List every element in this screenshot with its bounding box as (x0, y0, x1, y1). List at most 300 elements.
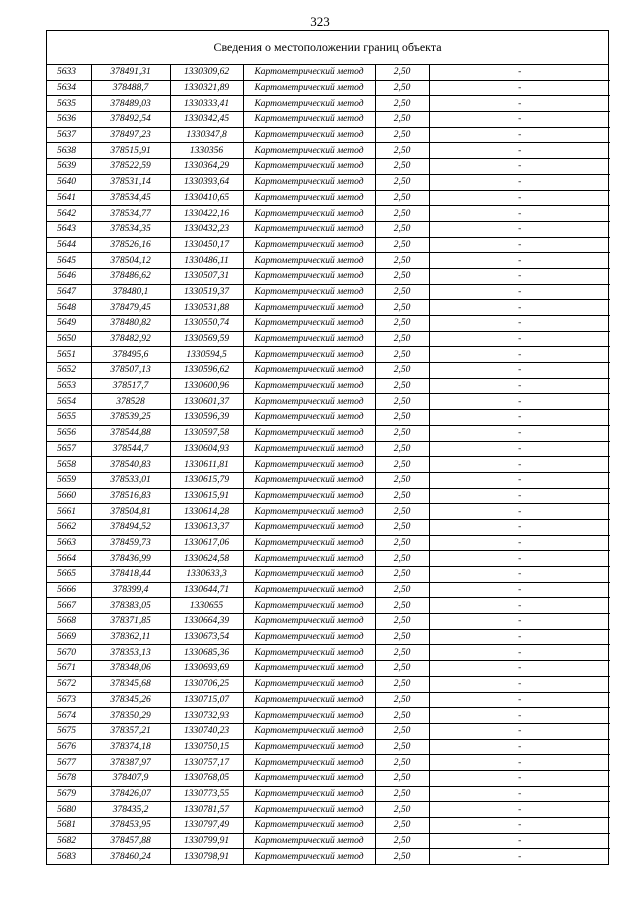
table-row (47, 739, 610, 755)
cell-point-number: 5672 (47, 676, 91, 692)
cell-y-coordinate: 1330333,41 (170, 96, 243, 112)
cell-description: - (429, 708, 610, 724)
cell-description: - (429, 567, 610, 583)
cell-x-coordinate: 378504,81 (91, 504, 170, 520)
table-row (47, 818, 610, 834)
table-row (47, 692, 610, 708)
cell-method: Картометрический метод (243, 755, 375, 771)
cell-y-coordinate: 1330732,93 (170, 708, 243, 724)
cell-x-coordinate: 378479,45 (91, 300, 170, 316)
table-row (47, 425, 610, 441)
cell-x-coordinate: 378515,91 (91, 143, 170, 159)
cell-accuracy: 2,50 (375, 551, 429, 567)
cell-point-number: 5652 (47, 363, 91, 379)
cell-x-coordinate: 378534,45 (91, 190, 170, 206)
cell-method: Картометрический метод (243, 253, 375, 269)
cell-x-coordinate: 378526,16 (91, 237, 170, 253)
cell-description: - (429, 80, 610, 96)
cell-y-coordinate: 1330685,36 (170, 645, 243, 661)
cell-y-coordinate: 1330596,39 (170, 410, 243, 426)
cell-y-coordinate: 1330693,69 (170, 661, 243, 677)
cell-y-coordinate: 1330740,23 (170, 723, 243, 739)
cell-method: Картометрический метод (243, 80, 375, 96)
cell-accuracy: 2,50 (375, 190, 429, 206)
table-row (47, 770, 610, 786)
cell-point-number: 5682 (47, 833, 91, 849)
cell-x-coordinate: 378482,92 (91, 331, 170, 347)
cell-description: - (429, 661, 610, 677)
cell-x-coordinate: 378497,23 (91, 127, 170, 143)
cell-point-number: 5656 (47, 425, 91, 441)
cell-description: - (429, 394, 610, 410)
table-row (47, 833, 610, 849)
cell-point-number: 5679 (47, 786, 91, 802)
cell-method: Картометрический метод (243, 378, 375, 394)
cell-y-coordinate: 1330531,88 (170, 300, 243, 316)
table-row (47, 347, 610, 363)
cell-method: Картометрический метод (243, 849, 375, 864)
cell-description: - (429, 316, 610, 332)
cell-description: - (429, 253, 610, 269)
cell-accuracy: 2,50 (375, 143, 429, 159)
cell-method: Картометрический метод (243, 112, 375, 128)
cell-description: - (429, 143, 610, 159)
cell-y-coordinate: 1330507,31 (170, 268, 243, 284)
cell-method: Картометрический метод (243, 519, 375, 535)
cell-accuracy: 2,50 (375, 410, 429, 426)
cell-point-number: 5658 (47, 457, 91, 473)
cell-description: - (429, 237, 610, 253)
table-row (47, 190, 610, 206)
cell-description: - (429, 472, 610, 488)
table-row (47, 143, 610, 159)
table-row (47, 472, 610, 488)
cell-x-coordinate: 378460,24 (91, 849, 170, 864)
cell-accuracy: 2,50 (375, 786, 429, 802)
cell-method: Картометрический метод (243, 567, 375, 583)
cell-accuracy: 2,50 (375, 80, 429, 96)
cell-description: - (518, 851, 522, 862)
cell-description: - (429, 410, 610, 426)
cell-description: - (429, 739, 610, 755)
table-row (47, 802, 610, 818)
cell-x-coordinate: 378418,44 (91, 567, 170, 583)
cell-accuracy: 2,50 (375, 331, 429, 347)
table-body (47, 65, 610, 864)
cell-x-coordinate: 378480,1 (91, 284, 170, 300)
cell-accuracy: 2,50 (375, 614, 429, 630)
cell-x-coordinate: 378362,11 (91, 629, 170, 645)
cell-method: Картометрический метод (243, 190, 375, 206)
cell-description: - (429, 818, 610, 834)
cell-method: Картометрический метод (243, 488, 375, 504)
cell-method: Картометрический метод (243, 425, 375, 441)
cell-point-number: 5663 (47, 535, 91, 551)
cell-description: - (429, 331, 610, 347)
cell-y-coordinate: 1330604,93 (170, 441, 243, 457)
cell-method: Картометрический метод (243, 410, 375, 426)
cell-method: Картометрический метод (243, 535, 375, 551)
cell-point-number: 5650 (47, 331, 91, 347)
cell-description: - (429, 692, 610, 708)
cell-method: Картометрический метод (243, 629, 375, 645)
cell-description: - (429, 723, 610, 739)
cell-description: - (429, 629, 610, 645)
cell-x-coordinate: 378345,68 (91, 676, 170, 692)
cell-description: - (429, 676, 610, 692)
cell-x-coordinate: 378374,18 (91, 739, 170, 755)
cell-point-number: 5654 (47, 394, 91, 410)
table-row (47, 237, 610, 253)
cell-x-coordinate: 378345,26 (91, 692, 170, 708)
table-row (47, 488, 610, 504)
cell-accuracy: 2,50 (375, 739, 429, 755)
cell-y-coordinate: 1330611,81 (170, 457, 243, 473)
cell-method: Картометрический метод (243, 645, 375, 661)
cell-method: Картометрический метод (243, 786, 375, 802)
cell-accuracy: 2,50 (375, 833, 429, 849)
table-row (47, 614, 610, 630)
cell-description: - (429, 65, 610, 80)
cell-point-number: 5644 (47, 237, 91, 253)
cell-accuracy: 2,50 (375, 723, 429, 739)
cell-method: Картометрический метод (243, 833, 375, 849)
cell-method: Картометрический метод (243, 237, 375, 253)
cell-point-number: 5675 (47, 723, 91, 739)
boundary-points-table (47, 65, 610, 864)
cell-y-coordinate: 1330410,65 (170, 190, 243, 206)
cell-description: - (429, 598, 610, 614)
cell-y-coordinate: 1330644,71 (170, 582, 243, 598)
cell-x-coordinate: 378494,52 (91, 519, 170, 535)
cell-point-number: 5681 (47, 818, 91, 834)
cell-method: Картометрический метод (243, 614, 375, 630)
cell-method: Картометрический метод (243, 143, 375, 159)
cell-description: - (429, 190, 610, 206)
cell-accuracy: 2,50 (375, 174, 429, 190)
cell-point-number: 5674 (47, 708, 91, 724)
cell-accuracy: 2,50 (375, 755, 429, 771)
cell-method: Картометрический метод (243, 206, 375, 222)
cell-point-number: 5653 (47, 378, 91, 394)
cell-y-coordinate: 1330757,17 (170, 755, 243, 771)
cell-method: Картометрический метод (243, 268, 375, 284)
cell-description: - (429, 174, 610, 190)
cell-method: Картометрический метод (243, 457, 375, 473)
cell-point-number: 5651 (47, 347, 91, 363)
cell-point-number: 5676 (47, 739, 91, 755)
cell-method: Картометрический метод (243, 65, 375, 80)
cell-method: Картометрический метод (243, 363, 375, 379)
cell-x-coordinate: 378531,14 (91, 174, 170, 190)
cell-method: Картометрический метод (243, 723, 375, 739)
cell-description: - (429, 535, 610, 551)
table-row (47, 519, 610, 535)
table-row (47, 80, 610, 96)
table-row (47, 268, 610, 284)
cell-x-coordinate: 378495,6 (91, 347, 170, 363)
cell-point-number: 5668 (47, 614, 91, 630)
cell-accuracy: 2,50 (375, 661, 429, 677)
cell-method: Картометрический метод (243, 818, 375, 834)
cell-x-coordinate: 378504,12 (91, 253, 170, 269)
cell-accuracy: 2,50 (375, 221, 429, 237)
cell-point-number: 5670 (47, 645, 91, 661)
table-row (47, 316, 610, 332)
table-row (47, 96, 610, 112)
cell-method: Картометрический метод (243, 739, 375, 755)
cell-y-coordinate: 1330797,49 (170, 818, 243, 834)
cell-x-coordinate: 378407,9 (91, 770, 170, 786)
cell-point-number: 5648 (47, 300, 91, 316)
cell-description: - (429, 802, 610, 818)
cell-accuracy: 2,50 (375, 316, 429, 332)
cell-point-number: 5647 (47, 284, 91, 300)
cell-accuracy: 2,50 (375, 708, 429, 724)
cell-point-number: 5633 (47, 65, 91, 80)
cell-point-number: 5655 (47, 410, 91, 426)
cell-y-coordinate: 1330617,06 (170, 535, 243, 551)
cell-y-coordinate: 1330594,5 (170, 347, 243, 363)
cell-accuracy: 2,50 (375, 127, 429, 143)
cell-method: Картометрический метод (243, 96, 375, 112)
cell-y-coordinate: 1330655 (170, 598, 243, 614)
cell-y-coordinate: 1330356 (170, 143, 243, 159)
cell-point-number: 5639 (47, 159, 91, 175)
cell-method: Картометрический метод (243, 174, 375, 190)
cell-description: - (429, 268, 610, 284)
table-row (47, 394, 610, 410)
cell-x-coordinate: 378486,62 (91, 268, 170, 284)
cell-description: - (429, 284, 610, 300)
cell-x-coordinate: 378371,85 (91, 614, 170, 630)
table-row (47, 504, 610, 520)
cell-x-coordinate: 378348,06 (91, 661, 170, 677)
cell-accuracy: 2,50 (375, 378, 429, 394)
table-row (47, 598, 610, 614)
cell-description: - (429, 786, 610, 802)
cell-y-coordinate: 1330781,57 (170, 802, 243, 818)
table-row (47, 331, 610, 347)
table-row (47, 645, 610, 661)
cell-x-coordinate: 378350,29 (91, 708, 170, 724)
cell-y-coordinate: 1330773,55 (170, 786, 243, 802)
cell-point-number: 5664 (47, 551, 91, 567)
cell-accuracy: 2,50 (375, 457, 429, 473)
table-row (47, 300, 610, 316)
cell-accuracy: 2,50 (375, 504, 429, 520)
cell-method: Картометрический метод (243, 159, 375, 175)
cell-method: Картометрический метод (243, 394, 375, 410)
cell-description: - (429, 504, 610, 520)
cell-method: Картометрический метод (243, 598, 375, 614)
cell-y-coordinate: 1330422,16 (170, 206, 243, 222)
boundary-table-frame (46, 30, 609, 865)
cell-point-number: 5649 (47, 316, 91, 332)
table-row (47, 723, 610, 739)
cell-y-coordinate: 1330600,96 (170, 378, 243, 394)
cell-point-number: 5634 (47, 80, 91, 96)
cell-y-coordinate: 1330633,3 (170, 567, 243, 583)
table-row (47, 551, 610, 567)
cell-description: - (429, 425, 610, 441)
cell-method: Картометрический метод (243, 331, 375, 347)
cell-description: - (429, 378, 610, 394)
cell-x-coordinate: 378534,77 (91, 206, 170, 222)
cell-x-coordinate: 378522,59 (91, 159, 170, 175)
table-row (47, 363, 610, 379)
table-row (47, 410, 610, 426)
cell-accuracy: 2,50 (375, 629, 429, 645)
cell-x-coordinate: 378453,95 (91, 818, 170, 834)
table-row (47, 535, 610, 551)
cell-x-coordinate: 378544,7 (91, 441, 170, 457)
cell-point-number: 5667 (47, 598, 91, 614)
cell-description: - (429, 441, 610, 457)
table-row (47, 629, 610, 645)
cell-accuracy: 2,50 (375, 692, 429, 708)
table-row (47, 457, 610, 473)
cell-accuracy: 2,50 (375, 159, 429, 175)
cell-y-coordinate: 1330569,59 (170, 331, 243, 347)
cell-method: Картометрический метод (243, 221, 375, 237)
cell-accuracy: 2,50 (375, 535, 429, 551)
cell-method: Картометрический метод (243, 770, 375, 786)
cell-y-coordinate: 1330321,89 (170, 80, 243, 96)
cell-point-number: 5642 (47, 206, 91, 222)
cell-x-coordinate: 378492,54 (91, 112, 170, 128)
cell-accuracy: 2,50 (375, 802, 429, 818)
cell-accuracy: 2,50 (375, 849, 429, 864)
cell-y-coordinate: 1330309,62 (170, 65, 243, 80)
cell-point-number: 5660 (47, 488, 91, 504)
cell-point-number: 5665 (47, 567, 91, 583)
cell-accuracy: 2,50 (375, 237, 429, 253)
table-row (47, 112, 610, 128)
cell-y-coordinate: 1330364,29 (170, 159, 243, 175)
cell-accuracy: 2,50 (375, 472, 429, 488)
cell-accuracy: 2,50 (375, 394, 429, 410)
table-row (47, 676, 610, 692)
table-row (47, 849, 610, 864)
cell-accuracy: 2,50 (375, 363, 429, 379)
cell-y-coordinate: 1330597,58 (170, 425, 243, 441)
cell-accuracy: 2,50 (375, 284, 429, 300)
cell-accuracy: 2,50 (375, 519, 429, 535)
cell-method: Картометрический метод (243, 708, 375, 724)
table-row (47, 65, 610, 80)
cell-point-number: 5662 (47, 519, 91, 535)
cell-x-coordinate: 378507,13 (91, 363, 170, 379)
cell-point-number: 5643 (47, 221, 91, 237)
cell-x-coordinate: 378516,83 (91, 488, 170, 504)
cell-y-coordinate: 1330550,74 (170, 316, 243, 332)
table-row (47, 221, 610, 237)
cell-y-coordinate: 1330715,07 (170, 692, 243, 708)
cell-method: Картометрический метод (243, 661, 375, 677)
table-row (47, 708, 610, 724)
table-row (47, 284, 610, 300)
cell-accuracy: 2,50 (375, 598, 429, 614)
cell-x-coordinate: 378435,2 (91, 802, 170, 818)
table-row (47, 159, 610, 175)
cell-point-number: 5640 (47, 174, 91, 190)
cell-point-number: 5669 (47, 629, 91, 645)
cell-y-coordinate: 1330519,37 (170, 284, 243, 300)
cell-point-number: 5645 (47, 253, 91, 269)
cell-point-number: 5641 (47, 190, 91, 206)
cell-method: Картометрический метод (243, 441, 375, 457)
cell-accuracy: 2,50 (375, 582, 429, 598)
cell-y-coordinate: 1330624,58 (170, 551, 243, 567)
cell-description: - (429, 96, 610, 112)
cell-accuracy: 2,50 (375, 645, 429, 661)
cell-description: - (429, 347, 610, 363)
cell-accuracy: 2,50 (375, 206, 429, 222)
cell-y-coordinate: 1330664,39 (170, 614, 243, 630)
cell-method: Картометрический метод (243, 551, 375, 567)
table-row (47, 441, 610, 457)
cell-accuracy: 2,50 (375, 818, 429, 834)
cell-y-coordinate: 1330706,25 (170, 676, 243, 692)
cell-y-coordinate: 1330486,11 (170, 253, 243, 269)
cell-y-coordinate: 1330393,64 (170, 174, 243, 190)
cell-x-coordinate: 378436,99 (91, 551, 170, 567)
cell-point-number: 5646 (47, 268, 91, 284)
cell-description: - (429, 221, 610, 237)
cell-description: - (429, 755, 610, 771)
cell-point-number: 5635 (47, 96, 91, 112)
cell-description: - (429, 112, 610, 128)
cell-accuracy: 2,50 (375, 770, 429, 786)
cell-x-coordinate: 378383,05 (91, 598, 170, 614)
cell-x-coordinate: 378387,97 (91, 755, 170, 771)
cell-accuracy: 2,50 (375, 425, 429, 441)
cell-point-number: 5659 (47, 472, 91, 488)
cell-x-coordinate: 378488,7 (91, 80, 170, 96)
cell-y-coordinate: 1330450,17 (170, 237, 243, 253)
cell-x-coordinate: 378459,73 (91, 535, 170, 551)
cell-x-coordinate: 378517,7 (91, 378, 170, 394)
cell-x-coordinate: 378540,83 (91, 457, 170, 473)
cell-x-coordinate: 378457,88 (91, 833, 170, 849)
cell-method: Картометрический метод (243, 802, 375, 818)
cell-y-coordinate: 1330673,54 (170, 629, 243, 645)
table-row (47, 253, 610, 269)
cell-y-coordinate: 1330596,62 (170, 363, 243, 379)
cell-point-number: 5677 (47, 755, 91, 771)
cell-method: Картометрический метод (243, 582, 375, 598)
cell-description: - (429, 770, 610, 786)
cell-y-coordinate: 1330342,45 (170, 112, 243, 128)
cell-description: - (429, 519, 610, 535)
table-row (47, 206, 610, 222)
cell-description: - (429, 614, 610, 630)
table-row (47, 661, 610, 677)
cell-point-number: 5678 (47, 770, 91, 786)
cell-method: Картометрический метод (243, 127, 375, 143)
cell-method: Картометрический метод (243, 347, 375, 363)
cell-x-coordinate: 378534,35 (91, 221, 170, 237)
cell-accuracy: 2,50 (375, 65, 429, 80)
cell-accuracy: 2,50 (375, 253, 429, 269)
cell-y-coordinate: 1330615,91 (170, 488, 243, 504)
cell-y-coordinate: 1330613,37 (170, 519, 243, 535)
cell-description: - (429, 363, 610, 379)
cell-description: - (429, 488, 610, 504)
cell-accuracy: 2,50 (375, 347, 429, 363)
cell-x-coordinate: 378480,82 (91, 316, 170, 332)
